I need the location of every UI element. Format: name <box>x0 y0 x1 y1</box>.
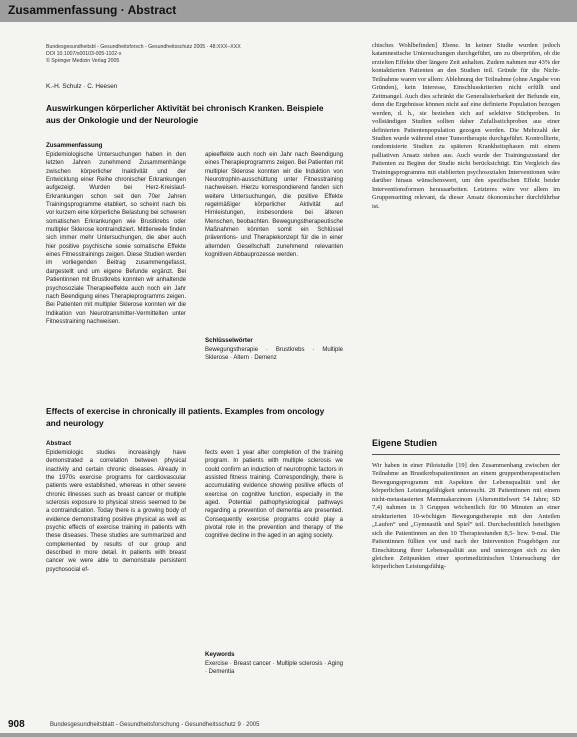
english-section-heading: Abstract <box>46 440 72 447</box>
citation-journal-line: Bundesgesundheitsbl - Gesundheitsforsch - Gesundheitsschutz 2005 · 48:XXX–XXX <box>46 44 241 50</box>
section-header-bar <box>0 0 577 22</box>
german-abstract-col2: apieeffekte auch noch ein Jahr nach Beendigung eines Therapieprogramms zeigen. Bei Patienten mit multipler Sklerose konnten wir die Induktion von Neurotrophin-ausschüttung unter Fitnesstraining nachweisen. Hierzu korrespondierend fanden sich weitere Untersuchungen, die positive Effekte regelmäßiger körperlicher Aktivität auf Hirnleistungen, insbesondere bei älteren Menschen, beobachten. Bewegungstherapeutische Maßnahmen könnten somit ein Schlüssel präventions- und Therapiekonzept für die in einer alternden Gesellschaft zunehmend relevanten kognitiven Abbauprozesse werden. <box>205 152 343 259</box>
english-keywords-label: Keywords <box>205 651 235 658</box>
journal-source: Bundesgesundheitsblatt - Gesundheitsforschung - Gesundheitsschutz 9 · 2005 <box>50 722 260 728</box>
body-text-para2: Wir haben in einer Pilotstudie [19] den Zusammenhang zwischen der Teilnahme an Brustkrebspatientinnen an einem gruppentherapeutischen Bewegungsprogramm mit Aspekten der Lebensqualität und der körperlichen Leistungsfähigkeit untersucht. 28 Patientinnen mit einem nicht-metastasierten Mammakarzinom (Altersmittelwert 54 Jahre; SD 7,4) nahmen in 3 Gruppen wöchentlich für 90 Minuten an einer strukturierten 10-wöchigen Bewegungstherapie mit den Anteilen „Laufen“ und „Gymnastik und Spiel“ teil. Durchschnittlich beteiligten sich die Patientinnen an den 10 Therapiestunden 8,5- bzw. 9-mal. Die Patientinnen füllten vor und nach der Intervention Fragebögen zur Einschätzung ihrer Lebensqualität aus und unterzogen sich zu den gleichen Zeitpunkten einer sportmedizinischen Untersuchung der körperlichen Leistungsfähig- <box>372 462 560 571</box>
german-title: Auswirkungen körperlicher Aktivität bei chronisch Kranken. Beispiele aus der Onkologie und der Neurologie <box>46 103 324 125</box>
citation-publisher-line: © Springer Medizin Verlag 2005 <box>46 58 120 64</box>
page-footer <box>0 717 577 737</box>
german-abstract-col1: Epidemiologische Untersuchungen haben in den letzten Jahren zunehmend Zusammenhänge zwischen körperlicher Inaktivität und der Entwicklung einer Reihe chronischer Erkrankungen aufgezeigt. Wurden bei Herz-Kreislauf-Erkrankungen schon seit den 70er Jahren Trainingsprogramme etabliert, so scheint nach bis vor kurzem eine körperliche Belastung bei schweren somatischen Erkrankungen wie Brustkrebs oder multipler Sklerose kontraindiziert. Mittlerweile finden sich immer mehr Untersuchungen, die aber auch hier positive psychische sowie somatische Effekte eines Fitnesstrainings zeigen. Diese Studien werden im vorliegenden Beitrag zusammengefasst, dargestellt und um eigene Befunde ergänzt. Bei Patientinnen mit Brustkrebs konnten wir anhaltende psychosoziale Therapieeffekte auch noch ein Jahr nach Beendigung eines Therapieprogramms zeigen. Bei Patienten mit multipler Sklerose konnten wir die Indikation von Neurotransmitter-Vermittelten unter Fitnesstraining nachweisen. <box>46 152 186 325</box>
citation-doi-line: DOI 10.1007/s00103-005-1102-x <box>46 51 122 57</box>
citation-meta <box>46 44 326 65</box>
german-keywords: Bewegungstherapie · Brustkrebs · Multiple Sklerose · Altern · Demenz <box>205 347 343 362</box>
heading-divider <box>372 454 560 455</box>
german-keywords-label: Schlüsselwörter <box>205 337 253 344</box>
body-text-para1: chisches Wohlbefinden] Ebene. In keiner Studie wurden jedoch katamnestische Untersuchungen durchgeführt, um zu überprüfen, ob die erzielten Effekte über längere Zeit anhalten. Zudem nahmen nur 43% der kontaktierten Patienten an den Studien teil. Gründe für die Nicht-Teilnahme waren vor allem: Ablehnung der Teilnahme (ohne Angabe von Gründen), kein Interesse, Einschlusskriterien nicht erfüllt und Zeitmangel. Auch dies schränkt die Generalisierbarkeit der Befunde ein, denn die Ergebnisse können nicht auf eine definierte Population bezogen werden, d. h., sie beziehen sich auf selektive Stichproben. In vollständigen Studien sollten daher Zufallsstichproben aus einer definierten Patientenpopulation gezogen werden. Die Mehrzahl der Studien wurde während einer Tumortherapie durchgeführt. Kontrollierte, randomisierte Studien zu späteren Krankheitsphasen mit einem palliativen Ansatz stehen aus. Auch wurde der Trainingszustand der Patienten zu Beginn der Studie nicht berücksichtigt. Ein Vergleich des Trainingsprogramms mit etablierten psychosozialen Interventionen wäre darüber hinaus wünschenswert, um den spezifischen Effekt beider Interventionsformen herausarbeiten. Letzteres wäre vor allem im Gruppensetting relevant, da dieser Ansatz ökonomischer durchführbar ist. <box>372 42 560 210</box>
footer-bar <box>0 733 577 737</box>
german-section-heading: Zusammenfassung <box>46 142 103 149</box>
page-number: 908 <box>8 719 25 730</box>
english-abstract-col2: fects even 1 year after completion of the training program. In patients with multiple sclerosis we could confirm an induction of neurotrophic factors in assisted fitness training. Correspondingly, there is accumulating evidence showing positive effects of exercise on cognitive function, especially in the aged. Potential pathophysiological pathways regarding a prevention of dementia are presented. Consequently exercise programs could play a pivotal role in the prevention and therapy of the cognitive decline in the aged in an aging society. <box>205 450 343 540</box>
english-abstract-col1: Epidemiologic studies increasingly have demonstrated a correlation between physical inactivity and certain chronic diseases. Already in the 1970s exercise programs for cardiovascular patients were established, whereas in other severe chronic illnesses such as breast cancer or multiple sclerosis exposure to physical stress seemed to be a contraindication. Today there is a growing body of evidence demonstrating positive physical as well as psychic effects of exercise training in patients with these diseases. These studies are summarized and complemented by results of our group and described in more detail. In patients with breast cancer we were able to demonstrate persistent psychosocial ef- <box>46 450 186 573</box>
english-title: Effects of exercise in chronically ill patients. Examples from oncology and neurology <box>46 406 325 428</box>
authors: K.-H. Schulz · C. Heesen <box>46 83 118 90</box>
english-keywords: Exercise · Breast cancer · Multiple sclerosis · Aging · Dementia <box>205 661 343 676</box>
eigen-studien-heading: Eigene Studien <box>372 438 438 448</box>
section-header-title: Zusammenfassung · Abstract <box>8 3 177 17</box>
